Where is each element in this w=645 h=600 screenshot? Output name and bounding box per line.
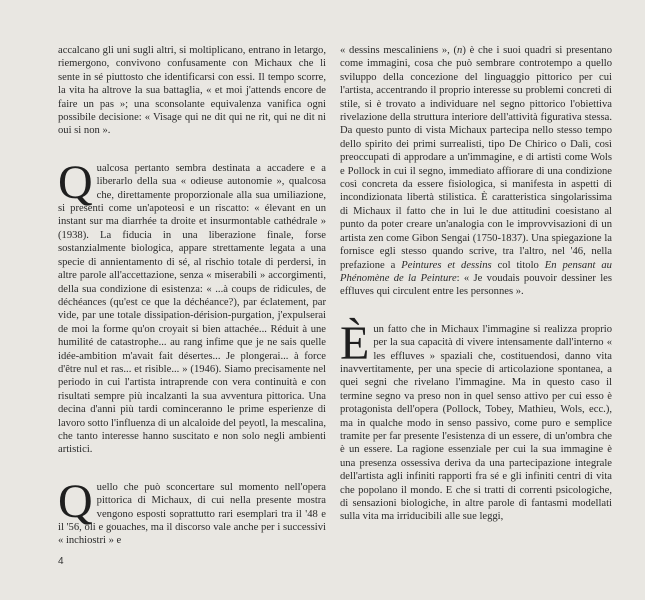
paragraph-4 bbox=[340, 44, 612, 299]
book-title: Peintures et dessins bbox=[401, 259, 492, 271]
drop-cap: È bbox=[340, 316, 370, 370]
paragraph-3-text: uello che può sconcertare sul momento nell'opera pittorica di Michaux, di cui nella presente mostra vengono esposti soprattutto rari esemplari tra il '48 e il '56, oli e gouaches, ma il discorso vale anche per i successivi « inchiostri » e bbox=[58, 481, 326, 547]
italic-n: n bbox=[457, 45, 463, 56]
paragraph-5 bbox=[340, 316, 612, 524]
paragraph-3 bbox=[58, 474, 326, 548]
text-run: ) è che i suoi quadri si presentano come immagini, cosa che può sembrare controtempo a quello sviluppo della concezione del linguaggio pittorico per cui l'artista, accentrando il proprio interesse su problemi concreti di stile, si è trovato a individuare nel segno pittorico l'obiettiva rivelazione della struttura interiore dell'attività figurativa stessa. Da questo punto di vista Michaux partecipa nello stesso tempo dello spirito dei primi surrealisti, tipo De Chirico o Dalì, così preoccupati di approdare a un'immagine, e di artisti come Wols e Pollock in cui il segno, immediato affiorare di una condizione così concreta da essere fisiologica, si manifesta in aspetti di incondizionata libertà stilistica. È caratteristica singolarissima di Michaux il fatto che in lui le due attitudini coesistano al punto da poter creare un'analogia con le improvvisazioni di un artista zen come Gibon Sengai (1750-1837). Una spiegazione la fornisce egli stesso quando scrive, tra l'altro, nel '46, nella prefazione a bbox=[340, 45, 612, 271]
paragraph-2 bbox=[58, 155, 326, 457]
drop-cap: Q bbox=[58, 474, 93, 528]
paragraph-2-text: ualcosa pertanto sembra destinata a accadere e a liberarlo della sua « odieuse autonomie », qualcosa che, direttamente proporzionale alla sua umiliazione, si presenti come un'apoteosi e un riscatto: « élevant en un instant sur ma diarrhée ta droite et insurmontable cathédrale » (1938). La fiducia in una liberazione finale, forse sostanzialmente biologica, appare strettamente legata a una specie di annientamento di sé, al rischio totale di perdersi, in altre parole all'accettazione, senza « miserabili » accorgimenti, della sua condizione di esistenza: « ...à coups de ridicules, de déchéances (qu'est ce que la déchéance?), par éclatement, par vide, par une totale dissipation-dérision-purgation, j'expulserai de moi la forme qu'on croyait si bien attachée... Réduit à une humilité de catastrophe... au rang infime que je ne sais quelle idée-ambition m'avait fait désertes... Je plongerai... à force d'être nul et ras... et risible... » (1946). Siamo precisamente nel periodo in cui l'artista intraprende con vera continuità e con risultati sempre più incalzanti la sua avventura pittorica. Una decina d'anni più tardi cominceranno le prime esperienze di lavoro sotto l'influenza di un alcaloide del peyotl, la mescalina, che tanto interesse hanno suscitato e non solo negli ambienti artistici. bbox=[58, 162, 326, 456]
text-run: col titolo bbox=[491, 259, 545, 271]
text-run: « dessins mescaliniens », ( bbox=[340, 45, 458, 56]
text-run: : « Je voudais pouvoir dessiner les effluves qui circulent entre les personnes ». bbox=[340, 272, 612, 298]
left-column bbox=[58, 44, 326, 548]
right-column bbox=[340, 44, 612, 524]
paragraph-1: accalcano gli uni sugli altri, si moltiplicano, entrano in letargo, riemergono, convivono confusamente con Michaux che li sente in sé piuttosto che identificarsi con essi. Il tempo scorre, la vita ha altrove la sua battaglia, « et moi j'attends encore de faire un pas »; una sconsolante equivalenza vanifica ogni possibile decisione: « Visage qui ne dit qui ne rit, qui ne dit ni oui si non ». bbox=[58, 45, 326, 137]
page-number: 4 bbox=[58, 556, 64, 567]
paragraph-5-text: un fatto che in Michaux l'immagine si realizza proprio per la sua capacità di vivere intensamente dall'interno « les effluves » spaziali che, costituendosi, danno vita inavvertitamente, per una specie di articolazione spontanea, a quei segni che rivelano l'immagine. Ma in questo caso il termine segno va preso non in quel senso attivo per cui esso è protagonista dell'opera (Pollock, Tobey, Mathieu, Wols, ecc.), ma in qualche modo in senso passivo, come puro e semplice tramite per far presente l'esistenza di un essere, di un'ombra che è un essere. La ragione essenziale per cui la sua immagine è una presenza ossessiva deriva da una partecipazione integrale dell'artista agli infiniti rapporti fra sé e gli infiniti centri di vita che popolano il mondo. E che si tratti di correnti psicologiche, di sensazioni biologiche, in altre parole di fantasmi modellati sulla vita ma irriducibili alle sue leggi, bbox=[340, 323, 612, 523]
book-title: En pensant au Phénomène de la Peinture bbox=[340, 259, 612, 284]
drop-cap: Q bbox=[58, 155, 93, 209]
